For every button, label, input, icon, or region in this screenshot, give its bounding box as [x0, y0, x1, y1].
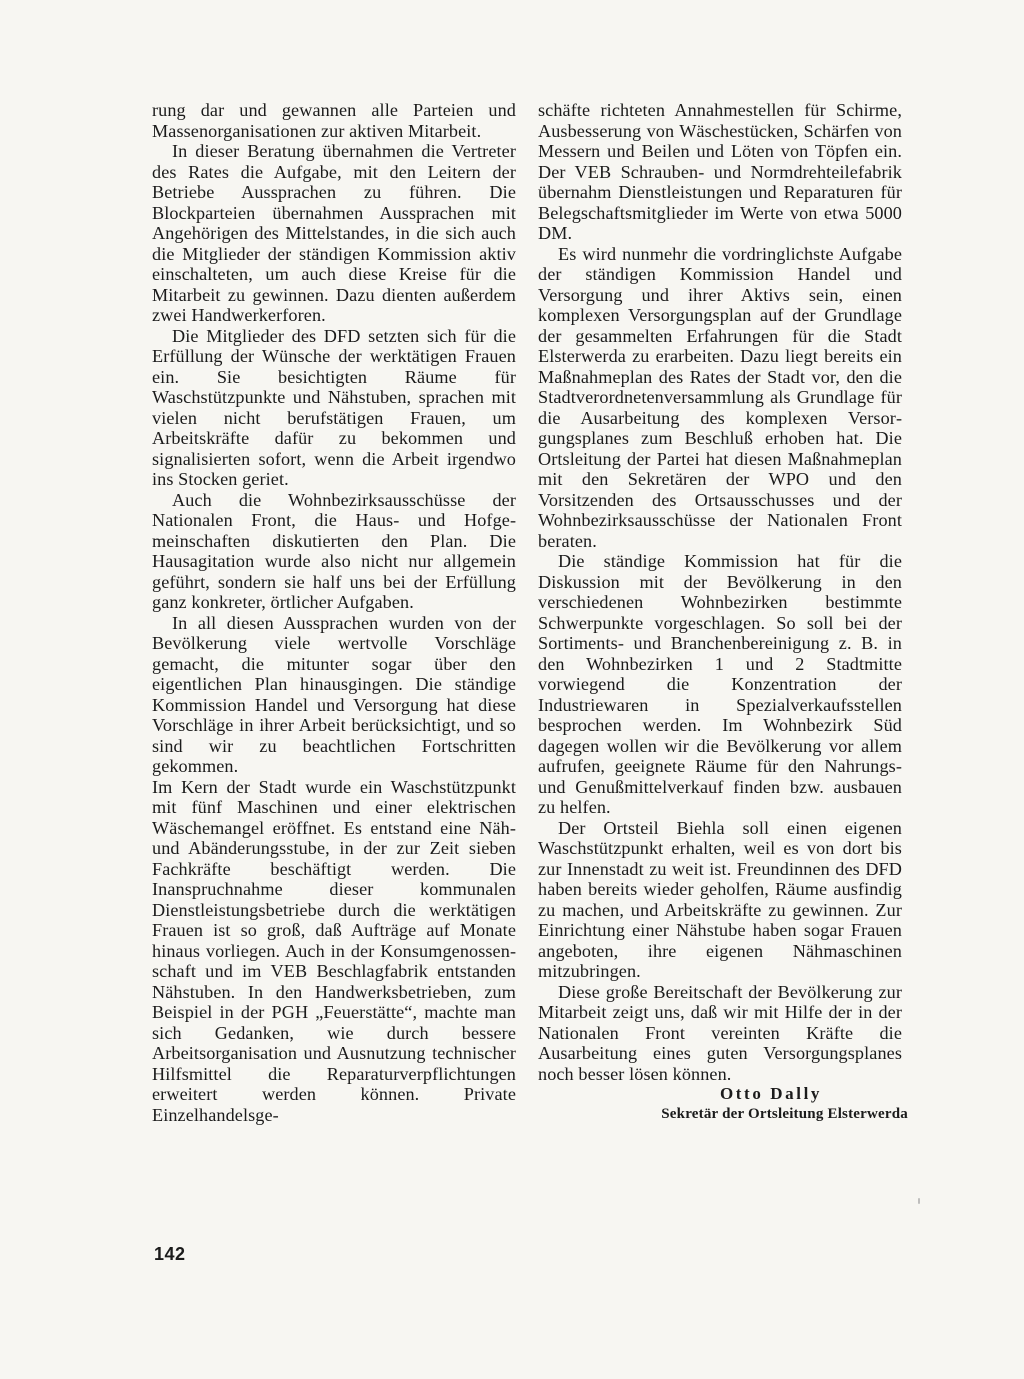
paragraph: Der Ortsteil Biehla soll einen eigenen Waschstützpunkt erhalten, weil es von dort bis zur Innenstadt zu weit ist. Freundinnen des DFD haben bereits wieder geholfen, Räume ausfindig zu machen, und Arbeitskräfte zu gewinnen. Zur Einrichtung einer Nähstube haben sogar Frauen angeboten, ihre eigenen Nähmaschinen mitzubringen.: [538, 817, 902, 981]
paragraph: Diese große Bereitschaft der Bevölkerung zur Mitarbeit zeigt uns, daß wir mit Hilfe der in der Nationalen Front vereinten Kräfte die Ausarbeitung eines guten Versorgungsplanes noch besser lösen können.: [538, 981, 902, 1084]
paragraph: Die ständige Kommission hat für die Diskussion mit der Bevölkerung in den verschiedenen Wohnbezirken bestimmte Schwerpunkte vorgeschlagen. So soll bei der Sortiments- und Branchenbereinigung z. B. in den Wohnbezirken 1 und 2 Stadtmitte vorwiegend die Konzentration der Industriewaren in Spezialverkaufsstellen besprochen werden. Im Wohnbezirk Süd dagegen wollen wir die Bevölkerung vor allem aufrufen, geeignete Räume für den Nahrungs- und Genußmittelverkauf finden bzw. ausbauen zu helfen.: [538, 551, 902, 817]
paragraph: Die Mitglieder des DFD setzten sich für die Erfüllung der Wünsche der werktätigen Frauen ein. Sie besichtigten Räume für Waschstützpunkte und Nähstuben, sprachen mit vielen nicht berufstätigen Frauen, um Arbeitskräfte dafür zu bekommen und signalisierten sofort, wenn die Arbeit irgendwo ins Stocken geriet.: [152, 325, 516, 489]
page-number: 142: [154, 1244, 186, 1264]
right-column: [538, 100, 908, 1124]
paragraph: Auch die Wohnbezirksausschüsse der Nationalen Front, die Haus- und Hofgemeinschaften diskutierten den Plan. Die Hausagitation wurde also nicht nur allgemein geführt, sondern sie half uns bei der Erfüllung ganz konkreter, örtlicher Aufgaben.: [152, 489, 516, 612]
signature-role: Sekretär der Ortsleitung Elsterwerda: [661, 1106, 908, 1122]
paragraph: In all diesen Aussprachen wurden von der Bevölkerung viele wertvolle Vorschläge gemacht, die mitunter sogar über den eigentlichen Plan hinausgingen. Die ständige Kommission Handel und Versorgung hat diese Vorschläge in ihrer Arbeit berücksichtigt, und so sind wir zu beachtlichen Fortschritten gekommen.: [152, 612, 516, 776]
paragraph: Im Kern der Stadt wurde ein Waschstützpunkt mit fünf Maschinen und einer elektrischen Wäschemangel eröffnet. Es entstand eine Näh- und Abänderungsstube, in der zur Zeit sieben Fachkräfte beschäftigt werden. Die Inanspruchnahme dieser kommunalen Dienstleistungsbetriebe durch die werktätigen Frauen ist so groß, daß Aufträge auf Monate hinaus vorliegen. Auch in der Konsumgenossenschaft und im VEB Beschlagfabrik entstanden Nähstuben. In den Handwerksbetrieben, zum Beispiel in der PGH „Feuerstätte“, machte man sich Gedanken, wie durch bessere Arbeitsorganisation und Ausnutzung technischer Hilfsmittel die Reparaturverpflichtungen erweitert werden können. Private Einzelhandelsge-: [152, 776, 516, 1125]
scan-speck: [918, 1198, 920, 1204]
left-column: [152, 100, 516, 1125]
paragraph: rung dar und gewannen alle Parteien und Massenorganisationen zur aktiven Mitarbeit.: [152, 100, 516, 141]
paragraph: schäfte richteten Annahmestellen für Schirme, Ausbesserung von Wäschestücken, Schärfen von Messern und Beilen und Löten von Töpfen ein. Der VEB Schrauben- und Normdrehteilefabrik übernahm Dienstleistungen und Reparaturen für Belegschaftsmitglieder im Werte von etwa 5000 DM.: [538, 100, 902, 243]
paragraph: Es wird nunmehr die vordringlichste Aufgabe der ständigen Kommission Handel und Versorgung und ihrer Aktivs sein, einen komplexen Versorgungsplan auf der Grundlage der gesammelten Erfahrungen für die Stadt Elsterwerda zu erarbeiten. Dazu liegt bereits ein Maßnahmeplan des Rates der Stadt vor, den die Stadtverordnetenversammlung als Grundlage für die Ausarbeitung des komplexen Versorgungsplanes zum Beschluß erhoben hat. Die Ortsleitung der Partei hat diesen Maßnahmeplan mit den Sekretären der WPO und den Vorsitzenden des Ortsausschusses und der Wohnbezirksausschüsse der Nationalen Front beraten.: [538, 243, 902, 551]
signature-name: Otto Dally: [719, 1084, 822, 1103]
paragraph: In dieser Beratung übernahmen die Vertreter des Rates die Aufgabe, mit den Leitern der Betriebe Aussprachen zu führen. Die Blockparteien übernahmen Aussprachen mit Angehörigen des Mittelstandes, in die sich auch die Mitglieder der ständigen Kommission aktiv einschalteten, um auch diese Kreise für die Mitarbeit zu gewinnen. Dazu dienten außerdem zwei Handwerkerforen.: [152, 141, 516, 325]
